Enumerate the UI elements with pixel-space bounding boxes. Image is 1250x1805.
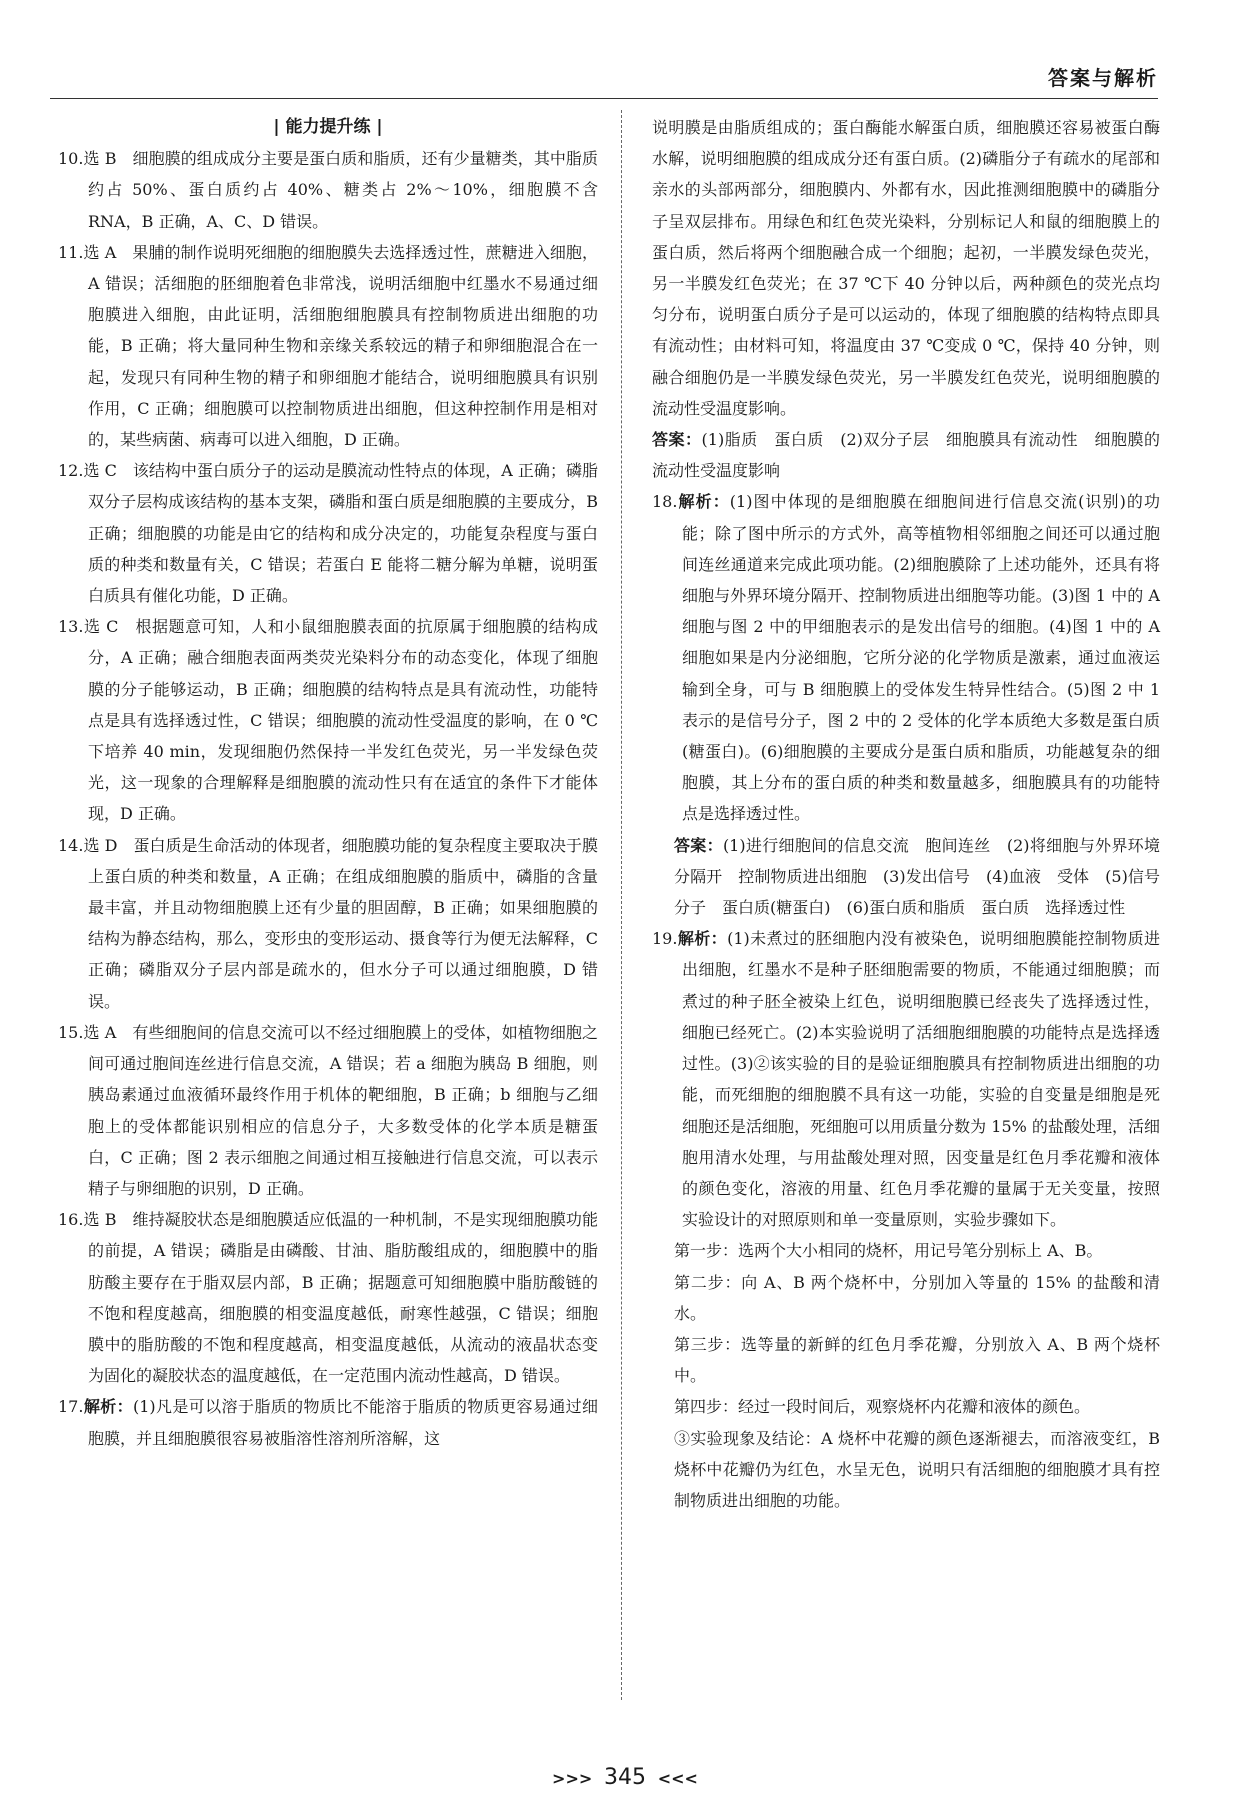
analysis-label: 解析： — [677, 929, 728, 949]
item-text: 选 B 细胞膜的组成成分主要是蛋白质和脂质，还有少量糖类，其中脂质约占 50%、蛋白质约占 40%、糖类占 2%～10%，细胞膜不含 RNA，B 正确，A、C、D 错误。 — [83, 149, 598, 231]
item-number: 11. — [58, 242, 84, 262]
answer-17 — [652, 424, 1160, 486]
step-4: 第四步：经过一段时间后，观察烧杯内花瓣和液体的颜色。 — [674, 1397, 1091, 1417]
header-rule — [50, 98, 1158, 99]
answer-item-14 — [58, 830, 598, 1017]
item-number: 18. — [652, 492, 678, 512]
answer-label: 答案： — [652, 430, 702, 450]
header-label: 答案与解析 — [1048, 66, 1158, 90]
answer-item-19 — [652, 923, 1160, 1235]
answer-item-13 — [58, 611, 598, 829]
item-number: 17. — [58, 1397, 84, 1417]
item-number: 13. — [58, 617, 84, 637]
step-2: 第二步：向 A、B 两个烧杯中，分别加入等量的 15% 的盐酸和清水。 — [674, 1272, 1160, 1323]
page-footer — [0, 1765, 1250, 1790]
step-1: 第一步：选两个大小相同的烧杯，用记号笔分别标上 A、B。 — [674, 1241, 1103, 1261]
item-number: 10. — [58, 149, 84, 169]
item-number: 14. — [58, 835, 84, 855]
answer-item-15 — [58, 1017, 598, 1204]
answer-item-12 — [58, 455, 598, 611]
answer-text: (1)进行细胞间的信息交流 胞间连丝 (2)将细胞与外界环境分隔开 控制物质进出细胞 (3)发出信号 (4)血液 受体 (5)信号分子 蛋白质(糖蛋白) (6)蛋白质和脂质 蛋白质 选择透过性 — [674, 835, 1160, 918]
analysis-label: 解析： — [83, 1397, 133, 1417]
item-number: 15. — [58, 1022, 84, 1042]
item-text: 选 C 根据题意可知，人和小鼠细胞膜表面的抗原属于细胞膜的结构成分，A 正确；融合细胞表面两类荧光染料分布的动态变化，体现了细胞膜的分子能够运动，B 正确；细胞膜的结构特点是具有流动性，功能特点是具有选择透过性，C 错误；细胞膜的流动性受温度的影响，在 0 ℃下培养 40 min，发现细胞仍然保持一半发红色荧光，另一半发绿色荧光，这一现象的合理解释是细胞膜的流动性只有在适宜的条件下才能体现，D 正确。 — [83, 617, 598, 824]
item-text: 选 A 有些细胞间的信息交流可以不经过细胞膜上的受体，如植物细胞之间可通过胞间连丝进行信息交流，A 错误；若 a 细胞为胰岛 B 细胞，则胰岛素通过血液循环最终作用于机体的靶细胞，B 正确；b 细胞与乙细胞上的受体都能识别相应的信息分子，大多数受体的化学本质是糖蛋白，C 正确；图 2 表示细胞之间通过相互接触进行信息交流，可以表示精子与卵细胞的识别，D 正确。 — [83, 1022, 598, 1198]
answer-item-10 — [58, 143, 598, 237]
item-text: 选 D 蛋白质是生命活动的体现者，细胞膜功能的复杂程度主要取决于膜上蛋白质的种类和数量，A 正确；在组成细胞膜的脂质中，磷脂的含量最丰富，并且动物细胞膜上还有少量的胆固醇，B 正确；如果细胞膜的结构为静态结构，那么，变形虫的变形运动、摄食等行为便无法解释，C 正确；磷脂双分子层内部是疏水的，但水分子可以通过细胞膜，D 错误。 — [83, 835, 598, 1011]
item-text: (1)凡是可以溶于脂质的物质比不能溶于脂质的物质更容易通过细胞膜，并且细胞膜很容易被脂溶性溶剂所溶解，这 — [88, 1397, 598, 1448]
analysis-label: 解析： — [677, 492, 730, 512]
item-number: 19. — [652, 929, 678, 949]
column-divider — [621, 110, 622, 1700]
item-text: 选 C 该结构中蛋白质分子的运动是膜流动性特点的体现，A 正确；磷脂双分子层构成该结构的基本支架，磷脂和蛋白质是细胞膜的主要成分，B 正确；细胞膜的功能是由它的结构和成分决定的，功能复杂程度与蛋白质的种类和数量有关，C 错误；若蛋白 E 能将二糖分解为单糖，说明蛋白质具有催化功能，D 正确。 — [83, 461, 598, 606]
step-3: 第三步：选等量的新鲜的红色月季花瓣，分别放入 A、B 两个烧杯中。 — [674, 1334, 1160, 1386]
answer-item-16 — [58, 1204, 598, 1391]
answer-text: (1)脂质 蛋白质 (2)双分子层 细胞膜具有流动性 细胞膜的流动性受温度影响 — [652, 430, 1160, 481]
footer-left-arrows: >>> — [552, 1769, 593, 1788]
right-column — [652, 112, 1160, 1516]
item-text: 选 B 维持凝胶状态是细胞膜适应低温的一种机制，不是实现细胞膜功能的前提，A 错误；磷脂是由磷酸、甘油、脂肪酸组成的，细胞膜中的脂肪酸主要存在于脂双层内部，B 正确；据题意可知细胞膜中脂肪酸链的不饱和程度越高，细胞膜的相变温度越低，耐寒性越强，C 错误；细胞膜中的脂肪酸的不饱和程度越高，相变温度越低，从流动的液晶状态变为固化的凝胶状态的温度越低，在一定范围内流动性越高，D 错误。 — [83, 1210, 598, 1386]
item-text: (1)图中体现的是细胞膜在细胞间进行信息交流(识别)的功能；除了图中所示的方式外，高等植物相邻细胞之间还可以通过胞间连丝通道来完成此项功能。(2)细胞膜除了上述功能外，还具有将细胞与外界环境分隔开、控制物质进出细胞等功能。(3)图 1 中的 A 细胞与图 2 中的甲细胞表示的是发出信号的细胞。(4)图 1 中的 A 细胞如果是内分泌细胞，它所分泌的化学物质是激素，通过血液运输到全身，可与 B 细胞膜上的受体发生特异性结合。(5)图 2 中 1 表示的是信号分子，图 2 中的 2 受体的化学本质绝大多数是蛋白质(糖蛋白)。(6)细胞膜的主要成分是蛋白质和脂质，功能越复杂的细胞膜，其上分布的蛋白质的种类和数量越多，细胞膜具有的功能特点是选择透过性。 — [682, 492, 1160, 824]
footer-right-arrows: <<< — [657, 1769, 698, 1788]
item-number: 12. — [58, 461, 84, 481]
left-column — [58, 112, 598, 1454]
item-17-continued: 说明膜是由脂质组成的；蛋白酶能水解蛋白质，细胞膜还容易被蛋白酶水解，说明细胞膜的组成成分还有蛋白质。(2)磷脂分子有疏水的尾部和亲水的头部两部分，细胞膜内、外都有水，因此推测细胞膜中的磷脂分子呈双层排布。用绿色和红色荧光染料，分别标记人和鼠的细胞膜上的蛋白质，然后将两个细胞融合成一个细胞；起初，一半膜发绿色荧光，另一半膜发红色荧光；在 37 ℃下 40 分钟以后，两种颜色的荧光点均匀分布，说明蛋白质分子是可以运动的，体现了细胞膜的结构特点即具有流动性；由材料可知，将温度由 37 ℃变成 0 ℃，保持 40 分钟，则融合细胞仍是一半膜发绿色荧光，另一半膜发红色荧光，说明细胞膜的流动性受温度影响。 — [652, 118, 1160, 418]
page-number: 345 — [604, 1765, 646, 1790]
answer-label: 答案： — [674, 835, 723, 855]
item-text: 选 A 果脯的制作说明死细胞的细胞膜失去选择透过性，蔗糖进入细胞，A 错误；活细胞的胚细胞着色非常浅，说明活细胞中红墨水不易通过细胞膜进入细胞，由此证明，活细胞细胞膜具有控制物质进出细胞的功能，B 正确；将大量同种生物和亲缘关系较远的精子和卵细胞混合在一起，发现只有同种生物的精子和卵细胞才能结合，说明细胞膜具有识别作用，C 正确；细胞膜可以控制物质进出细胞，但这种控制作用是相对的，某些病菌、病毒可以进入细胞，D 正确。 — [83, 242, 598, 450]
answer-item-17 — [58, 1391, 598, 1453]
conclusion: ③实验现象及结论：A 烧杯中花瓣的颜色逐渐褪去，而溶液变红，B 烧杯中花瓣仍为红色，水呈无色，说明只有活细胞的细胞膜才具有控制物质进出细胞的功能。 — [674, 1428, 1160, 1510]
section-title: | 能力提升练 | — [273, 117, 383, 137]
answer-18 — [652, 830, 1160, 924]
item-number: 16. — [58, 1210, 84, 1230]
answer-item-18 — [652, 486, 1160, 829]
item-text: (1)未煮过的胚细胞内没有被染色，说明细胞膜能控制物质进出细胞，红墨水不是种子胚细胞需要的物质，不能通过细胞膜；而煮过的种子胚全被染上红色，说明细胞膜已经丧失了选择透过性，细胞已经死亡。(2)本实验说明了活细胞细胞膜的功能特点是选择透过性。(3)②该实验的目的是验证细胞膜具有控制物质进出细胞的功能，而死细胞的细胞膜不具有这一功能，实验的自变量是细胞是死细胞还是活细胞，死细胞可以用质量分数为 15% 的盐酸处理，活细胞用清水处理，与用盐酸处理对照，因变量是红色月季花瓣和液体的颜色变化，溶液的用量、红色月季花瓣的量属于无关变量，按照实验设计的对照原则和单一变量原则，实验步骤如下。 — [682, 929, 1160, 1230]
answer-item-11 — [58, 237, 598, 455]
